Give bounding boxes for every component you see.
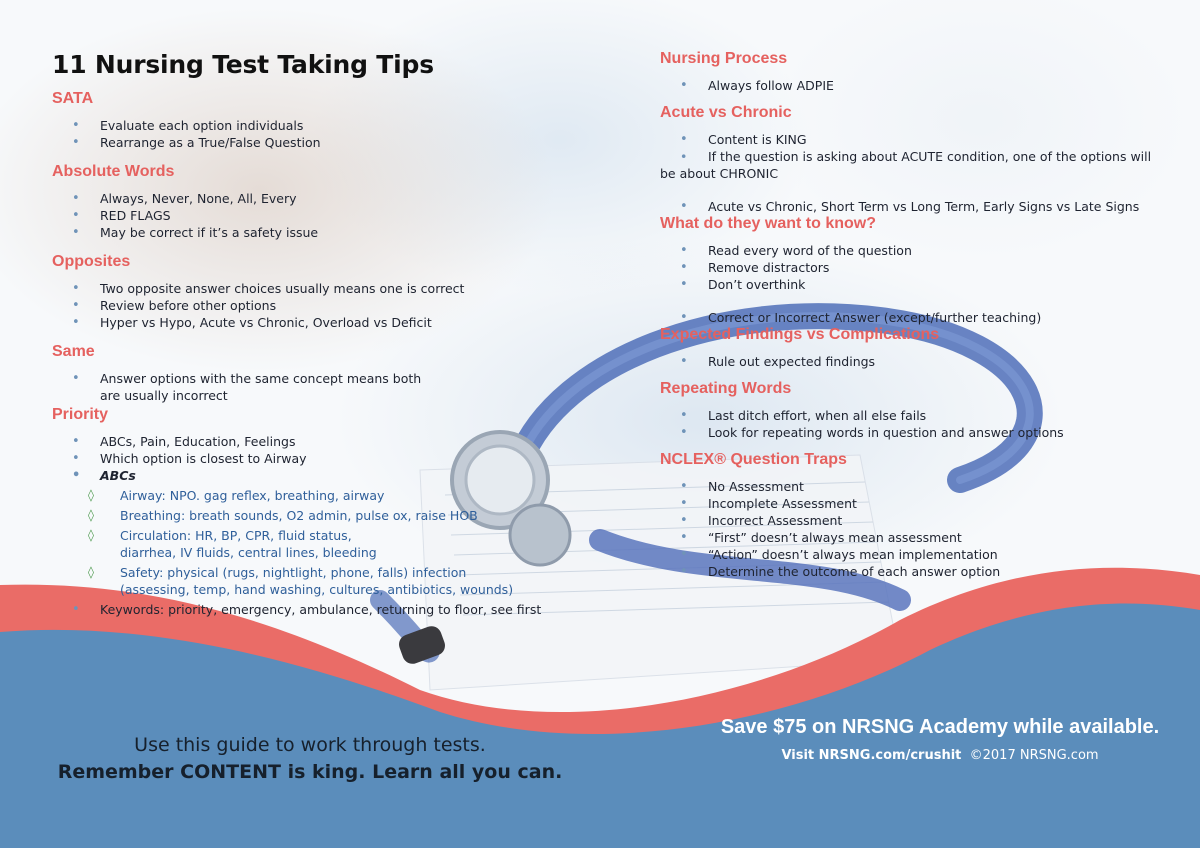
left-column bbox=[52, 50, 552, 630]
list-item: • “First” doesn’t always mean assessment bbox=[660, 529, 1160, 546]
section-heading: NCLEX® Question Traps bbox=[660, 451, 847, 468]
bullet-icon: • bbox=[680, 149, 688, 164]
section-heading: Priority bbox=[52, 406, 109, 423]
list-item: • ABCs, Pain, Education, Feelings bbox=[52, 433, 552, 450]
section-heading: Nursing Process bbox=[660, 50, 788, 67]
section-same bbox=[52, 343, 552, 404]
list-item: • Incomplete Assessment bbox=[660, 495, 1160, 512]
list-item: • Always follow ADPIE bbox=[660, 77, 1160, 94]
list-item: • No Assessment bbox=[660, 478, 1160, 495]
list-item: • Rule out expected findings bbox=[660, 353, 1160, 370]
list-item: • Last ditch effort, when all else fails bbox=[660, 407, 1160, 424]
list-item: • May be correct if it’s a safety issue bbox=[52, 224, 552, 241]
list-item: • Two opposite answer choices usually means one is correct bbox=[52, 280, 552, 297]
sub-item: ◊ Safety: physical (rugs, nightlight, phone, falls) infection (assessing, temp, hand washing, cultures, antibiotics, wounds) bbox=[52, 564, 520, 598]
section-acute-vs-chronic bbox=[660, 104, 1160, 215]
sub-item: ◊ Breathing: breath sounds, O2 admin, pulse ox, raise HOB bbox=[52, 507, 552, 524]
list-item: • Incorrect Assessment bbox=[660, 512, 1160, 529]
footer-line-2: Remember CONTENT is king. Learn all you can. bbox=[57, 761, 563, 783]
section-priority bbox=[52, 406, 552, 618]
promo-text: Save $75 on NRSNG Academy while available. bbox=[720, 716, 1160, 738]
list-item: • If the question is asking about ACUTE condition, one of the options will be about CHRONIC bbox=[660, 149, 1152, 181]
list-item: • ABCs bbox=[52, 467, 552, 484]
list-item: • Look for repeating words in question and answer options bbox=[660, 424, 1160, 441]
list-item: • “Action” doesn’t always mean implementation bbox=[660, 546, 1160, 563]
list-item: • Correct or Incorrect Answer (except/further teaching) bbox=[660, 309, 1160, 326]
abc-sublist bbox=[52, 487, 552, 598]
copyright-text: ©2017 NRSNG.com bbox=[969, 748, 1099, 763]
list-item: • Answer options with the same concept means both are usually incorrect bbox=[52, 370, 440, 404]
footer-line-1: Use this guide to work through tests. bbox=[134, 734, 486, 756]
section-nclex-traps bbox=[660, 451, 1160, 580]
visit-link[interactable]: Visit NRSNG.com/crushit bbox=[781, 748, 962, 763]
list-item: • Always, Never, None, All, Every bbox=[52, 190, 552, 207]
list-item: • Determine the outcome of each answer option bbox=[660, 563, 1160, 580]
section-heading: Expected Findings vs Complications bbox=[660, 326, 940, 343]
list-item: • Evaluate each option individuals bbox=[52, 117, 552, 134]
footer-tagline bbox=[40, 732, 580, 786]
section-what-do-they-want bbox=[660, 215, 1160, 326]
right-column bbox=[660, 50, 1160, 590]
section-heading: Opposites bbox=[52, 253, 131, 270]
list-item: • Keywords: priority, emergency, ambulance, returning to floor, see first bbox=[52, 601, 552, 618]
list-item: • Read every word of the question bbox=[660, 242, 1160, 259]
list-item: • Rearrange as a True/False Question bbox=[52, 134, 552, 151]
list-item: • Don’t overthink bbox=[660, 276, 1160, 293]
section-nursing-process bbox=[660, 50, 1160, 94]
visit-line bbox=[700, 747, 1180, 765]
sub-item: ◊ Airway: NPO. gag reflex, breathing, airway bbox=[52, 487, 552, 504]
list-item: • Which option is closest to Airway bbox=[52, 450, 552, 467]
footer-promo bbox=[700, 713, 1180, 765]
list-item: • Hyper vs Hypo, Acute vs Chronic, Overload vs Deficit bbox=[52, 314, 552, 331]
list-item: • Acute vs Chronic, Short Term vs Long Term, Early Signs vs Late Signs bbox=[660, 198, 1160, 215]
section-heading: SATA bbox=[52, 90, 94, 107]
page-title: 11 Nursing Test Taking Tips bbox=[52, 50, 434, 79]
sub-item: ◊ Circulation: HR, BP, CPR, fluid status, diarrhea, IV fluids, central lines, bleeding bbox=[52, 527, 400, 561]
list-item: • RED FLAGS bbox=[52, 207, 552, 224]
section-absolute-words bbox=[52, 163, 552, 241]
section-heading: Absolute Words bbox=[52, 163, 175, 180]
section-sata bbox=[52, 90, 552, 151]
list-item: • Review before other options bbox=[52, 297, 552, 314]
section-heading: Same bbox=[52, 343, 95, 360]
section-heading: Repeating Words bbox=[660, 380, 792, 397]
list-item: • Remove distractors bbox=[660, 259, 1160, 276]
section-opposites bbox=[52, 253, 552, 331]
section-repeating-words bbox=[660, 380, 1160, 441]
section-heading: What do they want to know? bbox=[660, 215, 876, 232]
section-heading: Acute vs Chronic bbox=[660, 104, 792, 121]
list-item: • Content is KING bbox=[660, 131, 1160, 148]
section-expected-findings bbox=[660, 326, 1160, 370]
